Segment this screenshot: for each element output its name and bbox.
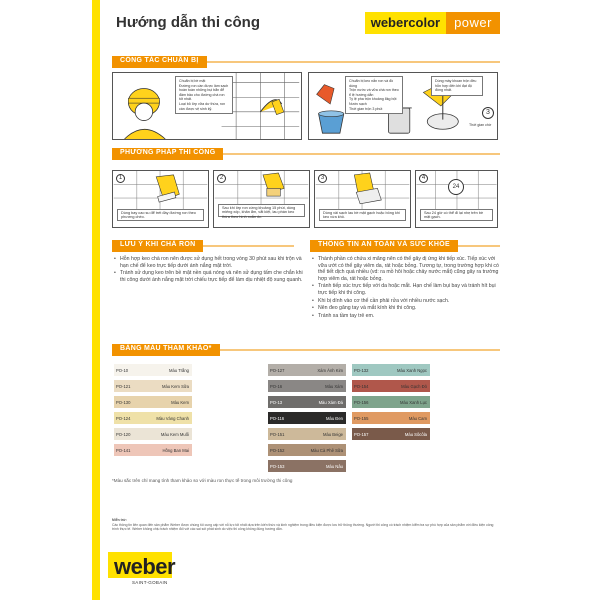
swatch-code: PO-16: [270, 383, 283, 389]
prep-note-line: Đường ron cần được làm sạch hoàn toàn những bụi bẩn để đảm bảo cho đường chà ron tốt nhất.: [179, 83, 229, 102]
guide-page: [92, 0, 508, 600]
color-swatch: [268, 380, 346, 392]
swatch-name: Màu Xanh Lục: [399, 399, 427, 405]
swatch-name: Màu Đen: [326, 415, 343, 421]
swatch-code: PO-121: [116, 383, 131, 389]
swatch-code: PO-10: [116, 367, 129, 373]
prep-note-line: Chuẩn bị keo nắn ron và đồ dùng: [349, 79, 394, 88]
swatch-code: PO-124: [116, 415, 131, 421]
clock-icon: 24: [448, 179, 464, 195]
prep-side-note: Dùng máy khoan trộn đều hỗn hợp đến khi đạt độ đồng nhất.: [431, 76, 483, 96]
section-method-title: PHƯƠNG PHÁP THI CÔNG: [112, 148, 223, 160]
swatch-name: Màu Xám: [325, 383, 343, 389]
section-method-header: [112, 148, 500, 160]
color-swatch: [268, 412, 346, 424]
swatch-code: PO-153: [270, 463, 285, 469]
brand-logo: [365, 12, 500, 34]
swatch-code: PO-116: [270, 415, 285, 421]
disclaimer-title: Miễn trừ:: [112, 518, 127, 522]
swatch-code: PO-152: [270, 447, 285, 453]
swatch-name: Hồng Ban Mai: [162, 447, 189, 453]
swatch-name: Màu Nâu: [326, 463, 343, 469]
method-step-2: [213, 170, 310, 228]
swatch-name: Màu Cam: [408, 415, 427, 421]
step-number-4: 4: [419, 174, 428, 183]
swatch-code: PO-141: [116, 447, 131, 453]
section-notes-title: LƯU Ý KHI CHÀ RON: [112, 240, 203, 252]
swatch-name: Màu Kem: [171, 399, 189, 405]
wait-label: Thời gian chờ: [469, 123, 492, 127]
swatch-code: PO-130: [116, 399, 131, 405]
swatch-name: Màu Vàng Chanh: [156, 415, 189, 421]
method-step-3-caption: Dùng vải sạch lau bề mặt gạch hoặc bông khi keo vừa khô.: [319, 209, 406, 221]
timer-icon: 3: [482, 107, 494, 119]
brand-primary: webercolor: [365, 12, 446, 34]
safety-item: • Tránh tiếp xúc trực tiếp với da hoặc mắt. Hạn chế làm bụi bay và tránh hít bụi trực tiếp khi thi công.: [312, 283, 500, 296]
swatch-name: Màu Kem Muối: [160, 431, 189, 437]
color-swatch: [268, 396, 346, 408]
swatch-name: Màu Trắng: [168, 367, 189, 373]
color-swatch: [268, 364, 346, 376]
notes-list: [114, 256, 304, 284]
safety-item: • Tránh xa tầm tay trẻ em.: [312, 313, 500, 320]
swatch-name: Màu Kem Sữa: [161, 383, 189, 389]
swatch-code: PO-132: [354, 367, 369, 373]
color-swatch: [352, 428, 430, 440]
color-swatch: [114, 444, 192, 456]
method-step-1: [112, 170, 209, 228]
swatch-name: Màu Beige: [322, 431, 343, 437]
swatch-code: PO-151: [270, 431, 285, 437]
notes-item: • Hỗn hợp keo chà ron nên được sử dụng hết trong vòng 30 phút sau khi trộn và hạn chế để keo trực tiếp dưới ánh nắng mặt trời.: [114, 256, 304, 269]
notes-item: • Tránh sử dụng keo trên bề mặt nền quá nóng và nên sử dụng tấm che chắn khi thi công dưới ánh nắng mặt trời chiếu trực tiếp để làm dịu nhiệt độ xung quanh.: [114, 270, 304, 283]
safety-item: • Thành phần có chứa xi măng nên có thể gây dị ứng khi tiếp xúc. Tiếp xúc với vữa ướt có thể gây viêm da, rát hoặc bỏng. Tương tự, trong trường hợp khi có thể tiết dịch quá nhiều (vd: ra mồ hôi hoặc chảy nước mắt) cũng gây ra trường hợp viêm da, rát hoặc bỏng.: [312, 256, 500, 282]
swatch-name: Màu Gạch Đỏ: [401, 383, 427, 389]
color-swatch: [268, 428, 346, 440]
prep-note-line: Thời gian trộn 3 phút: [349, 106, 383, 111]
swatch-code: PO-157: [354, 431, 369, 437]
swatch-code: PO-154: [354, 383, 369, 389]
swatch-name: Xám Ánh Kim: [317, 367, 343, 373]
color-swatch: [352, 396, 430, 408]
prep-note-line: Loại bỏ lớp vữa dư thừa, ron cần được vệ sinh kỹ.: [179, 101, 226, 111]
prep-panel-1: [112, 72, 302, 140]
weber-logo-word: weber: [114, 554, 176, 579]
method-step-3: [314, 170, 411, 228]
prep-note-line: Tỷ lệ pha trộn khoảng 8kg bột: [349, 97, 397, 102]
swatch-code: PO-156: [354, 399, 369, 405]
prep-note-line: Chuẩn bị bề mặt: [179, 79, 206, 83]
color-swatch: [352, 364, 430, 376]
brand-secondary: power: [446, 12, 500, 34]
prep-note-line: Trộn nước và vữa chà ron theo tỉ lệ hướng dẫn: [349, 88, 399, 97]
step-number-2: 2: [217, 174, 226, 183]
color-swatch: [114, 364, 192, 376]
page-title: Hướng dẫn thi công: [116, 14, 261, 31]
swatch-name: Màu Xám Đá: [318, 399, 343, 405]
yellow-edge-bar: [92, 0, 100, 600]
safety-list: [312, 256, 500, 320]
disclaimer-text: Các thông tin liên quan đến sản phẩm Weber được chúng tôi cung cấp với nỗ lực tốt nhất dựa trên kiến thức và kinh nghiệm trong điều kiện được lưu trữ thông thường. Người thi công có trách nhiệm kiểm tra sự phù hợp của sản phẩm với điều kiện công trình thực tế. Weber không chịu trách nhiệm đối với các sai sót phát sinh do việc thi công không đúng hướng dẫn.: [112, 523, 494, 532]
section-colors-title: BẢNG MÀU THAM KHẢO*: [112, 344, 220, 356]
method-step-4: [415, 170, 498, 228]
color-swatch: [114, 380, 192, 392]
color-swatch: [352, 380, 430, 392]
prep-note-box-2: [345, 76, 403, 114]
swatch-name: Màu Xanh Ngọc: [396, 367, 427, 373]
section-prep-title: CÔNG TÁC CHUẨN BỊ: [112, 56, 207, 68]
swatch-code: PO-155: [354, 415, 369, 421]
swatch-code: PO-13: [270, 399, 283, 405]
color-swatch: [268, 444, 346, 456]
color-swatch: [268, 460, 346, 472]
section-safety-header: [310, 240, 500, 252]
swatch-code: PO-120: [116, 431, 131, 437]
section-prep-header: [112, 56, 500, 68]
method-step-1-caption: Dùng bay cao su để trét đầy đường ron theo phương chéo.: [117, 209, 204, 221]
method-step-4-caption: Sau 24 giờ có thể đi lại nhẹ trên bề mặt gạch.: [420, 209, 493, 221]
prep-panel-2: [308, 72, 498, 140]
prep-note-line: Nước sạch: [349, 101, 367, 106]
safety-item: • Khi bị dính vào cơ thể cần phải rửa với nhiều nước sạch.: [312, 298, 500, 305]
prep-note-box-1: [175, 76, 233, 114]
step-number-3: 3: [318, 174, 327, 183]
method-step-2-caption: Sau khi lớp ron cứng khoảng 15 phút, dùng miếng xốp, khăn ẩm, vắt kiệt, lau phần keo thừa theo hình xoắn ốc.: [218, 204, 305, 217]
section-safety-title: THÔNG TIN AN TOÀN VÀ SỨC KHỎE: [310, 240, 458, 252]
weber-logo: [108, 548, 178, 588]
color-swatch: [114, 428, 192, 440]
color-swatch: [114, 396, 192, 408]
swatch-name: Màu Cà Phê Sữa: [310, 447, 343, 453]
swatch-name: Màu Sôcôla: [404, 431, 427, 437]
step-number-1: 1: [116, 174, 125, 183]
section-colors-header: [112, 344, 500, 356]
section-notes-header: [112, 240, 294, 252]
color-swatch: [352, 412, 430, 424]
swatch-code: PO-127: [270, 367, 285, 373]
safety-item: • Nên đeo găng tay và mắt kính khi thi công.: [312, 305, 500, 312]
color-footnote: *Màu sắc trên chỉ mang tính tham khảo so với màu ron thực tế trong môi trường thi công: [112, 478, 293, 483]
color-swatch: [114, 412, 192, 424]
weber-logo-sub: SAINT-GOBAIN: [132, 580, 168, 585]
